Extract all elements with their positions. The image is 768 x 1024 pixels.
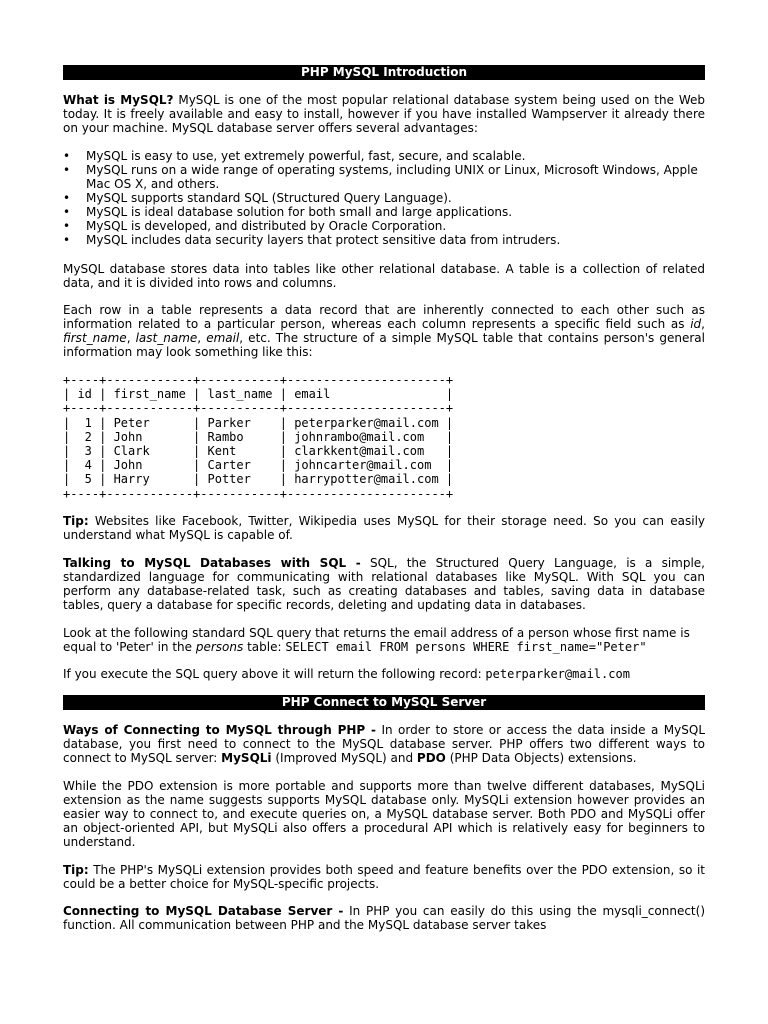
- intro-lead: What is MySQL?: [63, 93, 174, 107]
- table-row: | 2 | John | Rambo | johnrambo@mail.com |: [63, 429, 454, 444]
- tip-label: Tip:: [63, 514, 89, 528]
- field-last-name: last_name: [135, 331, 198, 345]
- separator: ,: [197, 331, 207, 345]
- persons-table: [63, 373, 705, 501]
- query-text-mid: table:: [243, 640, 286, 654]
- tip-text: The PHP's MySQLi extension provides both speed and feature benefits over the PDO extension, so it could be a better choice for MySQL-specific projects.: [63, 863, 705, 891]
- list-item: • MySQL includes data security layers that protect sensitive data from intruders.: [63, 233, 705, 247]
- advantages-list: [63, 149, 705, 247]
- list-item: • MySQL is ideal database solution for both small and large applications.: [63, 205, 705, 219]
- ways-lead: Ways of Connecting to MySQL through PHP -: [63, 723, 376, 737]
- connecting-lead: Connecting to MySQL Database Server -: [63, 904, 344, 918]
- table-name: persons: [195, 640, 244, 654]
- result-paragraph: [63, 667, 705, 681]
- rows-paragraph: [63, 303, 705, 359]
- result-code: peterparker@mail.com: [485, 667, 630, 681]
- rows-text-end: , etc. The structure of a simple MySQL table that contains person's general information may look something like this:: [63, 331, 705, 359]
- mysqli-term: MySQLi: [221, 751, 272, 765]
- ways-text-end: (PHP Data Objects) extensions.: [445, 751, 637, 765]
- table-row: | 4 | John | Carter | johncarter@mail.com |: [63, 458, 454, 473]
- table-row: | 1 | Peter | Parker | peterparker@mail.com |: [63, 415, 454, 430]
- table-header: | id | first_name | last_name | email |: [63, 387, 454, 402]
- intro-text: MySQL is one of the most popular relational database system being used on the Web today. It is freely available and easy to install, however if you have installed Wampserver it already there on your machine. MySQL database server offers several advantages:: [63, 93, 705, 135]
- table-row: | 3 | Clark | Kent | clarkkent@mail.com |: [63, 444, 454, 459]
- separator: ,: [126, 331, 136, 345]
- connecting-text: In PHP you can easily do this using the mysqli_connect() function. All communication between PHP and the MySQL database server takes: [63, 904, 706, 932]
- section-heading-intro: PHP MySQL Introduction: [63, 65, 705, 80]
- list-item: • MySQL is easy to use, yet extremely powerful, fast, secure, and scalable.: [63, 149, 705, 163]
- pdo-term: PDO: [416, 751, 446, 765]
- table-border: +----+------------+-----------+----------------------+: [63, 401, 454, 416]
- field-email: email: [206, 331, 240, 345]
- sql-lead: Talking to MySQL Databases with SQL -: [63, 556, 361, 570]
- separator: ,: [701, 317, 705, 331]
- list-item: • MySQL is developed, and distributed by Oracle Corporation.: [63, 219, 705, 233]
- field-first-name: first_name: [63, 331, 127, 345]
- ways-paragraph: [63, 723, 705, 765]
- intro-paragraph: [63, 93, 705, 135]
- query-text: Look at the following standard SQL query that returns the email address of a person whose first name is equal to 'Peter' in the: [63, 626, 690, 654]
- tables-paragraph: MySQL database stores data into tables like other relational database. A table is a collection of related data, and it is divided into rows and columns.: [63, 262, 705, 290]
- ways-text: In order to store or access the data inside a MySQL database, you first need to connect to the MySQL database server. PHP offers two different ways to connect to MySQL server:: [63, 723, 706, 765]
- tip-paragraph: [63, 514, 705, 542]
- field-id: id: [690, 317, 702, 331]
- ways-text-mid: (Improved MySQL) and: [271, 751, 417, 765]
- table-border: +----+------------+-----------+----------------------+: [63, 373, 454, 387]
- pdo-paragraph: While the PDO extension is more portable and supports more than twelve different databases, MySQLi extension as the name suggests supports MySQL database only. MySQLi extension however provides an easier way to connect to, and execute queries on, a MySQL database server. Both PDO and MySQLi offer an object-oriented API, but MySQLi also offers a procedural API which is relatively easy for beginners to understand.: [63, 779, 705, 849]
- tip-text: Websites like Facebook, Twitter, Wikipedia uses MySQL for their storage need. So you can easily understand what MySQL is capable of.: [63, 514, 705, 542]
- connecting-paragraph: [63, 904, 705, 932]
- rows-text: Each row in a table represents a data record that are inherently connected to each other such as information related to a particular person, whereas each column represents a specific field such as: [63, 303, 705, 331]
- list-item: • MySQL supports standard SQL (Structured Query Language).: [63, 191, 705, 205]
- result-text: If you execute the SQL query above it will return the following record:: [63, 667, 486, 681]
- table-row: | 5 | Harry | Potter | harrypotter@mail.com |: [63, 472, 454, 487]
- sql-paragraph: [63, 556, 705, 612]
- tip-label: Tip:: [63, 863, 89, 877]
- query-paragraph: [63, 626, 705, 654]
- table-border: +----+------------+-----------+----------------------+: [63, 486, 454, 501]
- tip2-paragraph: [63, 863, 705, 891]
- list-item: • MySQL runs on a wide range of operating systems, including UNIX or Linux, Microsoft Windows, Apple Mac OS X, and others.: [63, 163, 705, 191]
- section-heading-connect: PHP Connect to MySQL Server: [63, 695, 705, 710]
- sql-text: SQL, the Structured Query Language, is a simple, standardized language for communicating with relational databases like MySQL. With SQL you can perform any database-related task, such as creating databases and tables, saving data in database tables, query a database for specific records, deleting and updating data in databases.: [63, 556, 705, 612]
- sql-query-code: SELECT email FROM persons WHERE first_name="Peter": [285, 640, 647, 654]
